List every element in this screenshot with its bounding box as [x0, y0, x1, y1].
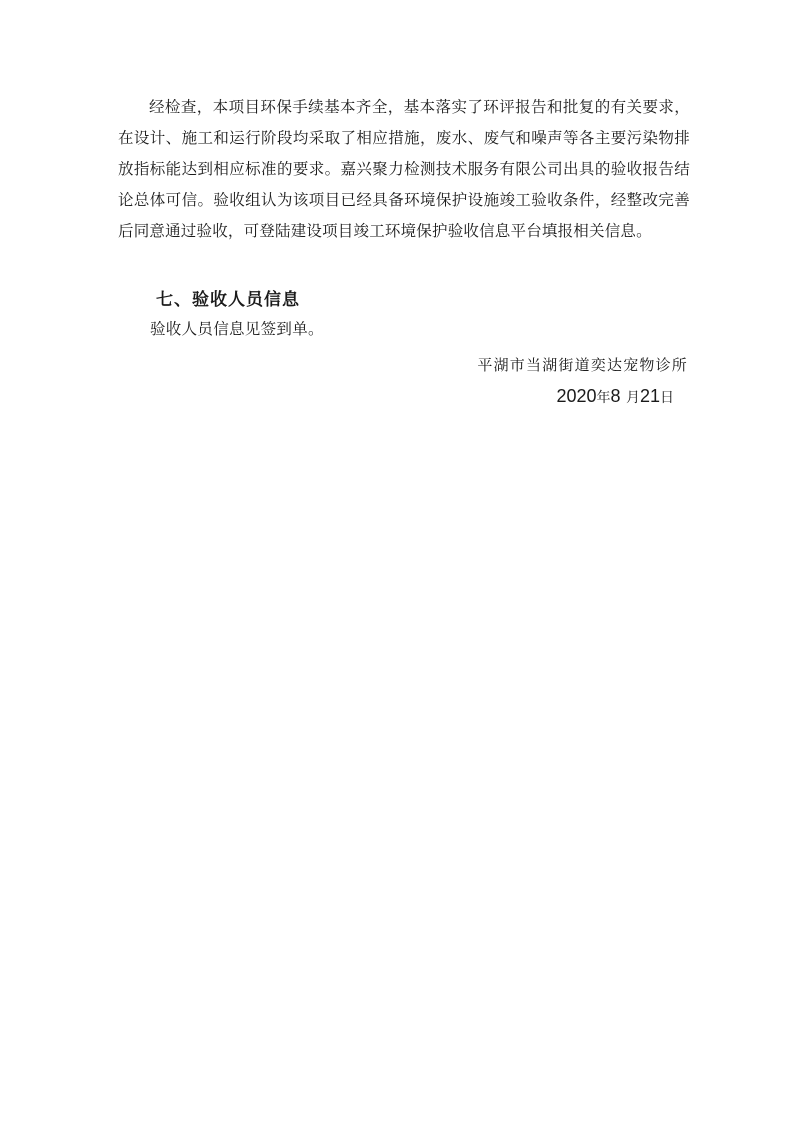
signature-date — [557, 386, 675, 407]
date-day-unit: 日 — [660, 390, 674, 406]
section-content: 验收人员信息见签到单。 — [150, 320, 324, 338]
date-year-unit: 年 — [596, 390, 611, 406]
date-month: 8 — [610, 386, 621, 406]
date-day: 21 — [639, 386, 660, 406]
inspection-conclusion-paragraph: 经检查，本项目环保手续基本齐全，基本落实了环评报告和批复的有关要求，在设计、施工和运行阶段均采取了相应措施，废水、废气和噪声等各主要污染物排放指标能达到相应标准的要求。嘉兴聚力检测技术服务有限公司出具的验收报告结论总体可信。验收组认为该项目已经具备环境保护设施竣工验收条件，经整改完善后同意通过验收，可登陆建设项目竣工环境保护验收信息平台填报相关信息。 — [118, 98, 690, 240]
section-heading: 七、验收人员信息 — [156, 290, 300, 310]
organization-name: 平湖市当湖街道奕达宠物诊所 — [477, 356, 688, 374]
date-month-unit: 月 — [625, 390, 640, 406]
date-year: 2020 — [556, 386, 597, 406]
